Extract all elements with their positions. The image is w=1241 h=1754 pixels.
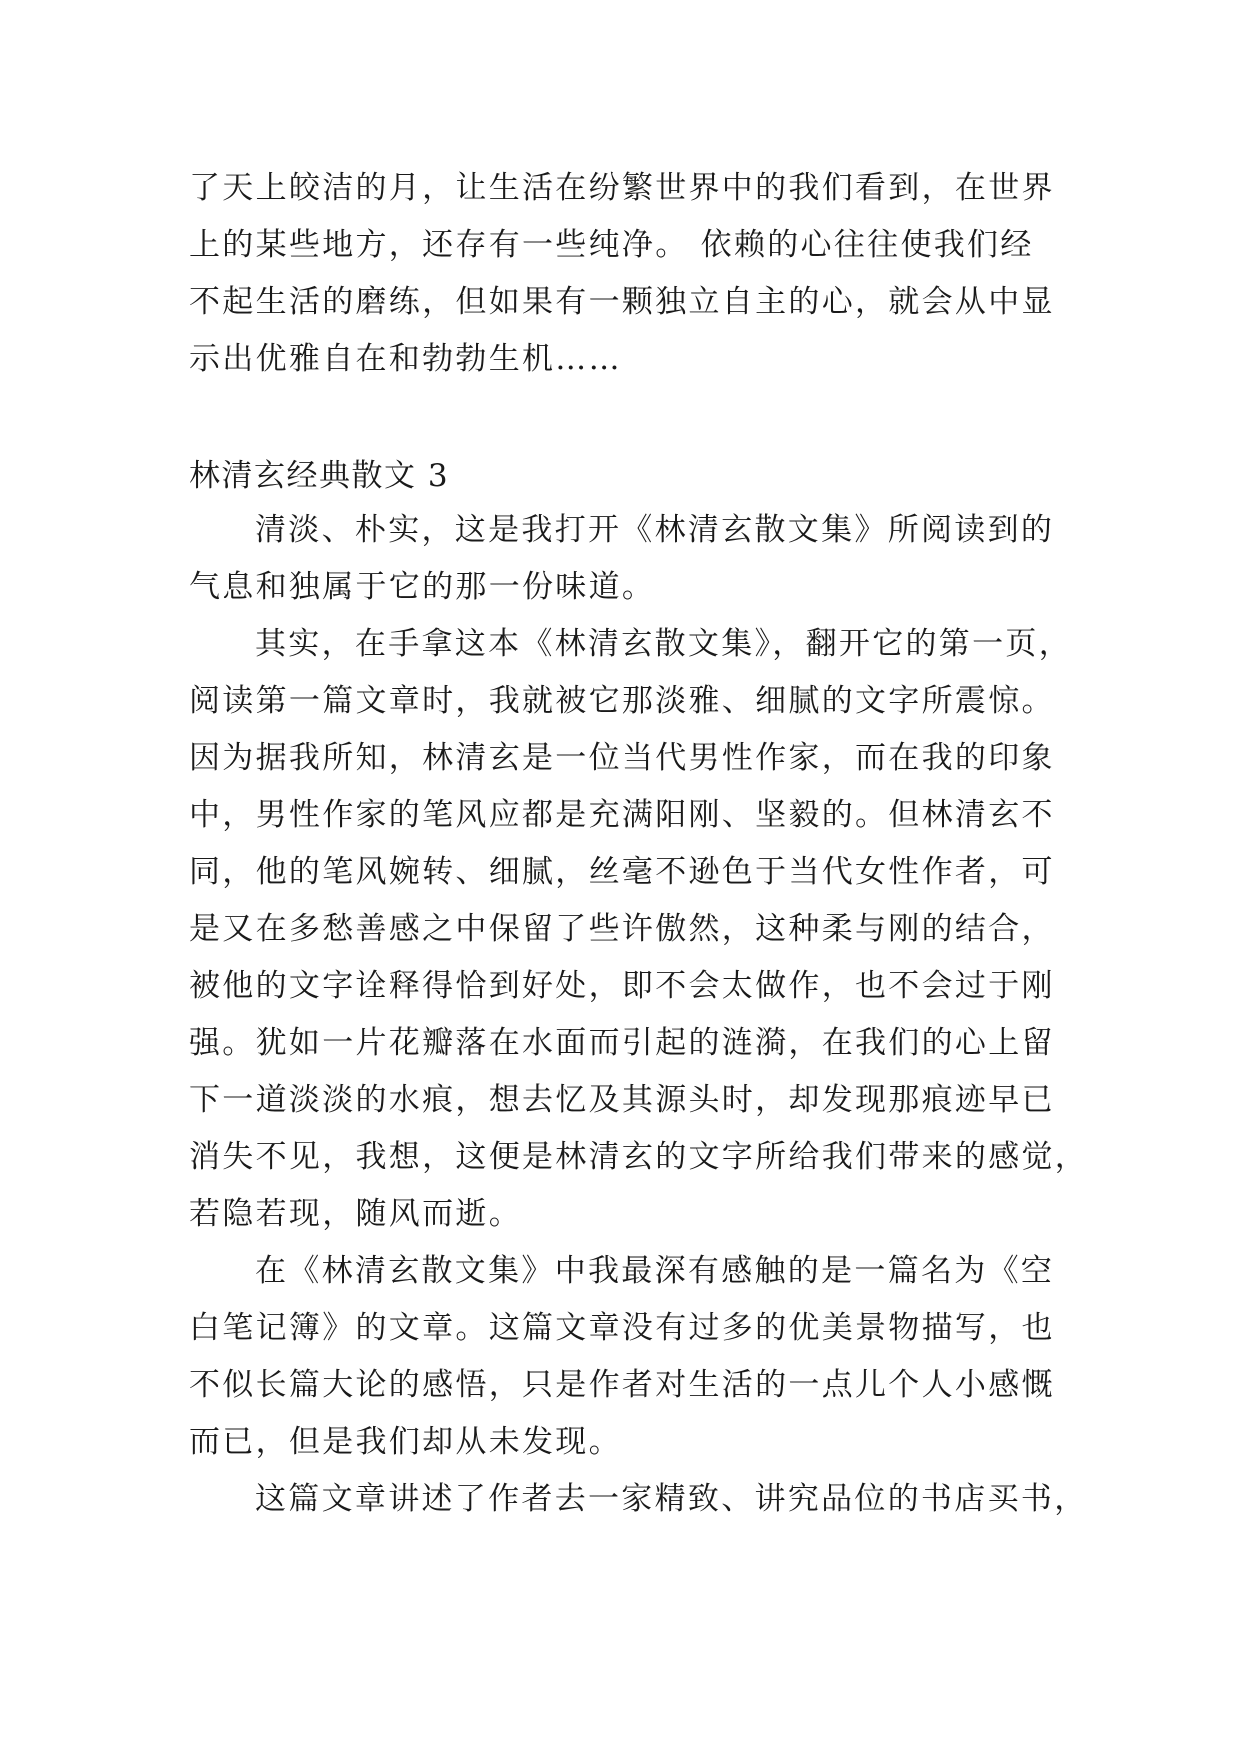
intro-paragraph — [189, 160, 1069, 388]
text-line: 阅读第一篇文章时，我就被它那淡雅、细腻的文字所震惊。 — [189, 683, 1055, 719]
paragraph — [189, 1471, 1088, 1528]
text-line: 而已，但是我们却从未发现。 — [189, 1424, 622, 1460]
text-line: 强。犹如一片花瓣落在水面而引起的涟漪，在我们的心上留 — [189, 1025, 1055, 1061]
text-line: 中，男性作家的笔风应都是充满阳刚、坚毅的。但林清玄不 — [189, 797, 1055, 833]
text-line: 气息和独属于它的那一份味道。 — [189, 569, 656, 605]
text-line: 不似长篇大论的感悟，只是作者对生活的一点儿个人小感慨 — [189, 1367, 1055, 1403]
text-line: 不起生活的磨练，但如果有一颗独立自主的心，就会从中显 — [189, 284, 1055, 320]
text-line: 其实，在手拿这本《林清玄散文集》，翻开它的第一页， — [255, 626, 1072, 662]
section-body — [189, 502, 1089, 1528]
section-heading: 林清玄经典散文 3 — [189, 458, 450, 494]
text-line: 同，他的笔风婉转、细腻，丝毫不逊色于当代女性作者，可 — [189, 854, 1055, 890]
text-line: 上的某些地方，还存有一些纯净。 依赖的心往往使我们经 — [189, 227, 1034, 263]
text-line: 被他的文字诠释得恰到好处，即不会太做作，也不会过于刚 — [189, 968, 1055, 1004]
paragraph — [189, 502, 1069, 616]
text-line: 白笔记簿》的文章。这篇文章没有过多的优美景物描写，也 — [189, 1310, 1055, 1346]
text-line: 清淡、朴实，这是我打开《林清玄散文集》所阅读到的 — [255, 512, 1055, 548]
text-line: 这篇文章讲述了作者去一家精致、讲究品位的书店买书， — [255, 1481, 1088, 1517]
paragraph — [189, 616, 1089, 1243]
text-line: 消失不见，我想，这便是林清玄的文字所给我们带来的感觉， — [189, 1139, 1089, 1175]
section-heading-block — [189, 448, 1069, 505]
text-line: 在《林清玄散文集》中我最深有感触的是一篇名为《空 — [255, 1253, 1055, 1289]
text-line: 若隐若现，随风而逝。 — [189, 1196, 522, 1232]
text-line: 因为据我所知，林清玄是一位当代男性作家，而在我的印象 — [189, 740, 1055, 776]
text-line: 下一道淡淡的水痕，想去忆及其源头时，却发现那痕迹早已 — [189, 1082, 1055, 1118]
text-line: 示出优雅自在和勃勃生机…… — [189, 341, 622, 377]
text-line: 了天上皎洁的月，让生活在纷繁世界中的我们看到，在世界 — [189, 170, 1055, 206]
text-line: 是又在多愁善感之中保留了些许傲然，这种柔与刚的结合， — [189, 911, 1055, 947]
paragraph — [189, 1243, 1069, 1471]
